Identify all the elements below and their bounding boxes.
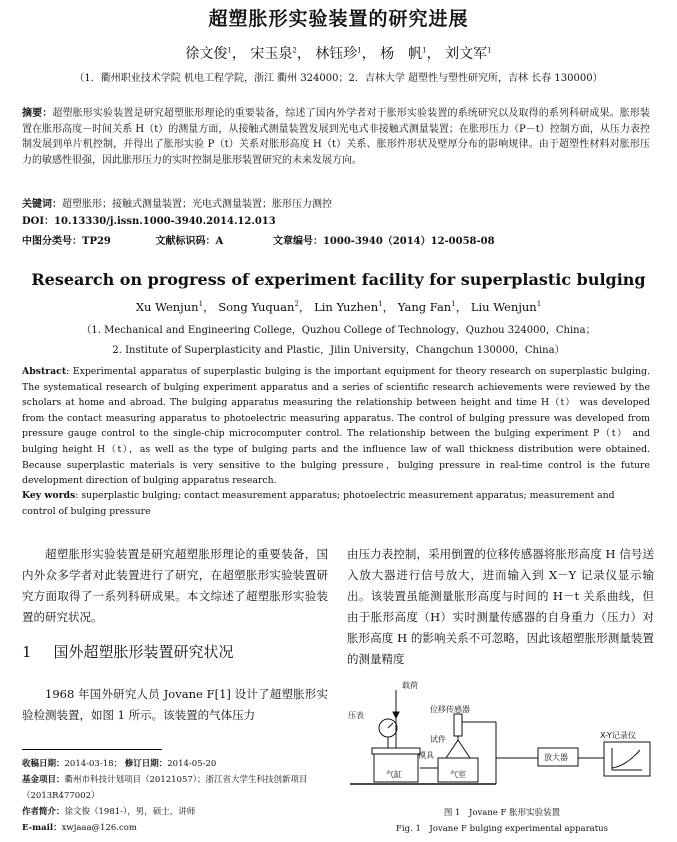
classification-row: [22, 232, 652, 247]
author-en: Liu Wenjun$^1$: [470, 300, 542, 314]
author-cn: 杨 帆$^1$，: [380, 46, 441, 62]
abstract-cn-label: 摘要：: [22, 108, 53, 119]
label-cylinder: 气缸: [386, 770, 402, 779]
label-amplifier: 放大器: [544, 753, 568, 762]
figure-1-diagram: [346, 676, 658, 802]
figure-caption-cn: 图 1 Jovane F 胀形实验装置: [443, 808, 561, 818]
affiliation-en-2: 2. Institute of Superplasticity and Plastic，Jilin University，Changchun 130000，China）: [112, 345, 565, 356]
label-specimen: 试件: [430, 735, 446, 744]
article-no-value: 1000-3940（2014）12-0058-08: [322, 236, 495, 247]
label-recorder: X-Y记录仪: [600, 731, 636, 740]
abstract-en-text: : Experimental apparatus of superplastic bulging is the important equipment for theory research on superplastic bulging. The systematical research of bulging experiment apparatus and a series of scientific research achievements were reviewed by the scholars at home and abroad. The bulging apparatus measuring the relationship between height and time H（t） was developed from the contact measuring apparatus to photoelectric measuring apparatus. The control of bulging pressure was developed from pressure gauge control to the single-chip microcomputer control. The relationship between the bulging experiment P（t） and bulging height H（t），as well as the type of bulging parts and the influence law of wall thickness distribution were obtained. Because superplastic materials is very sensitive to the bulging pressure，bulging pressure in real-time control is the future development direction of bulging apparatus research.: [22, 366, 650, 487]
gauge-needle: [388, 723, 393, 728]
abstract-en: [22, 364, 650, 489]
section-heading: [22, 641, 234, 662]
footnote-author: 作者简介：徐文俊（1981-），男，硕士，讲师: [22, 807, 196, 817]
intro-paragraph: 超塑胀形实验装置是研究超塑胀形理论的重要装备，国内外众多学者对此装置进行了研究，在超塑胀形实验装置研究方面取得了一系列科研成果。本文综述了超塑胀形实验装置的研究状况。: [22, 547, 328, 624]
footnote-fund: 基金项目：衢州市科技计划项目（20121057）；浙江省大学生科技创新项目（2013R477002）: [22, 775, 308, 801]
label-die: 模具: [418, 751, 434, 760]
title-cn: 超塑胀形实验装置的研究进展: [208, 8, 469, 30]
label-chamber: 气室: [450, 770, 466, 779]
clc-value: TP29: [82, 236, 111, 247]
abstract-cn: [22, 106, 650, 168]
keywords-cn-label: 关键词：: [22, 199, 62, 210]
author-en: Lin Yuzhen$^1$，: [314, 300, 395, 314]
authors-cn: [0, 43, 677, 63]
author-en: Xu Wenjun$^1$，: [135, 300, 215, 314]
footnotes: [22, 756, 322, 836]
footnote-divider: [22, 749, 162, 750]
label-gauge: 压表: [348, 711, 364, 720]
footnote-dates: 收稿日期：2014-03-18； 修订日期：2014-05-20: [22, 759, 217, 769]
label-weight: 载荷: [402, 681, 418, 690]
clc-label: 中图分类号：: [22, 236, 82, 247]
keywords-en-label: Key words: [22, 490, 76, 501]
author-cn: 宋玉泉$^2$，: [250, 46, 311, 62]
keywords-cn: [22, 195, 650, 210]
keywords-en: [22, 488, 650, 519]
body-paragraph: 1968 年国外研究人员 Jovane F[1] 设计了超塑胀形实验检测装置，如图 1 所示。该装置的气体压力: [22, 687, 328, 722]
xy-recorder: [604, 742, 650, 776]
authors-en: [0, 299, 677, 315]
recorder-curve: [612, 748, 642, 770]
article-no-label: 文章编号：: [272, 236, 323, 247]
abstract-en-label: Abstract: [22, 366, 67, 377]
figure-caption-en: Fig. 1 Jovane F bulging experimental apparatus: [396, 824, 608, 834]
keywords-en-text: : superplastic bulging; contact measurement apparatus; photoelectric measurement apparatus; measurement and control of bulging pressure: [22, 490, 615, 517]
keywords-cn-text: 超塑胀形；接触式测量装置；光电式测量装置；胀形压力测控: [62, 199, 332, 210]
author-en: Yang Fan$^1$，: [397, 300, 468, 314]
doi: DOI：10.13330/j.issn.1000-3940.2014.12.013: [22, 216, 276, 227]
title-en: Research on progress of experiment facility for superplastic bulging: [31, 270, 646, 289]
label-sensor: 位移传感器: [430, 705, 470, 714]
specimen-dome: [446, 740, 470, 758]
affiliation-cn: （1．衢州职业技术学院 机电工程学院，浙江 衢州 324000；2．吉林大学 超塑性与塑性研究所，吉林 长春 130000）: [74, 73, 603, 84]
author-cn: 徐文俊$^1$，: [185, 46, 246, 62]
author-cn: 林钰珍$^1$，: [315, 46, 376, 62]
doc-code-label: 文献标识码：: [155, 236, 216, 247]
author-en: Song Yuquan$^2$，: [218, 300, 311, 314]
press-plate: [372, 748, 420, 754]
abstract-cn-text: 超塑胀形实验装置是研究超塑胀形理论的重要装备，综述了国内外学者对于胀形实验装置的系统研究以及取得的系列科研成果。胀形装置在胀形高度－时间关系 H（t）的测量方面，从接触式测量装置发展到光电式非接触式测量装置；在胀形压力（P－t）控制方面，从压力表控制发展到单片机控制，并得出了胀形实验 P（t）关系对胀形高度 H（t）关系、胀形件形状及壁厚分布的影响规律。由于超塑性材料对胀形压力的敏感性很强，因此胀形压力的实时控制是胀形装置研究的未来发展方向。: [22, 108, 651, 166]
body-paragraph-right: 由压力表控制，采用倒置的位移传感器将胀形高度 H 信号送入放大器进行信号放大，进而输入到 X－Y 记录仪显示输出。该装置虽能测量胀形高度与时间的 H－t 关系曲线，但由于胀形高度（H）实时测量传感器的自身重力（压力）对胀形高度 H 的影响关系不可忽略，因此该超塑胀形测量装置的测量精度: [347, 547, 654, 666]
displacement-sensor: [454, 714, 462, 736]
affiliation-en-1: （1. Mechanical and Engineering College，Quzhou College of Technology，Quzhou 324000，China；: [81, 325, 596, 336]
author-cn: 刘文军$^1$: [445, 46, 492, 62]
load-arrowhead: [393, 712, 399, 718]
footnote-email: E-mail：xwjaaa@126.com: [22, 823, 137, 833]
section-number: 1: [22, 643, 32, 661]
section-title: 国外超塑胀形装置研究状况: [53, 643, 234, 661]
doc-code-value: A: [215, 236, 224, 247]
